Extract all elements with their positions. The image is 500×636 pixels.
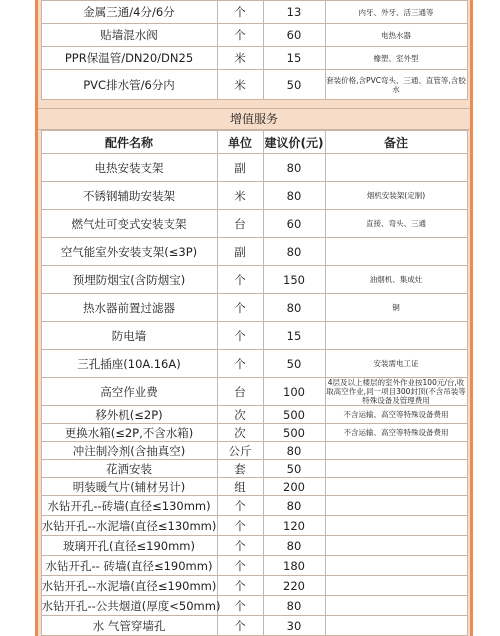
cell-remark — [325, 556, 467, 576]
cell-price: 150 — [263, 266, 325, 294]
cell-name: PVC排水管/6分内 — [41, 70, 217, 100]
table-row — [41, 322, 467, 350]
table-row — [41, 182, 467, 210]
cell-name: 水钻开孔-- 砖墙(直径≤190mm) — [41, 556, 217, 576]
cell-price: 500 — [263, 424, 325, 442]
cell-name: 更换水箱(≤2P,不含水箱) — [41, 424, 217, 442]
cell-price: 60 — [263, 24, 325, 47]
section-title: 增值服务 — [38, 108, 470, 130]
cell-name: 玻璃开孔(直径≤190mm) — [41, 536, 217, 556]
cell-remark: 铜 — [325, 294, 467, 322]
cell-price: 80 — [263, 442, 325, 460]
cell-price: 180 — [263, 556, 325, 576]
cell-remark — [325, 442, 467, 460]
cell-unit: 个 — [217, 496, 263, 516]
value-added-table — [41, 130, 468, 636]
cell-remark: 烟机安装架(定制) — [325, 182, 467, 210]
cell-remark — [325, 154, 467, 182]
cell-price: 500 — [263, 406, 325, 424]
cell-price: 80 — [263, 596, 325, 616]
cell-name: 水钻开孔--砖墙(直径≤130mm) — [41, 496, 217, 516]
cell-unit: 个 — [217, 1, 263, 24]
cell-price: 80 — [263, 154, 325, 182]
cell-name: 电热安装支架 — [41, 154, 217, 182]
cell-price: 100 — [263, 378, 325, 406]
table-row — [41, 556, 467, 576]
cell-remark — [325, 616, 467, 636]
cell-unit: 米 — [217, 47, 263, 70]
table-row — [41, 516, 467, 536]
cell-unit: 个 — [217, 350, 263, 378]
table-row — [41, 496, 467, 516]
cell-price: 120 — [263, 516, 325, 536]
table-row — [41, 424, 467, 442]
table-row — [41, 154, 467, 182]
cell-remark: 油烟机、集成灶 — [325, 266, 467, 294]
cell-unit: 套 — [217, 460, 263, 478]
table-row — [41, 1, 467, 24]
table-row — [41, 596, 467, 616]
table-row — [41, 294, 467, 322]
cell-unit: 台 — [217, 210, 263, 238]
table-row — [41, 266, 467, 294]
table-row — [41, 460, 467, 478]
cell-remark — [325, 516, 467, 536]
cell-price: 30 — [263, 616, 325, 636]
cell-price: 50 — [263, 70, 325, 100]
cell-remark — [325, 576, 467, 596]
table-row — [41, 47, 467, 70]
cell-name: 金属三通/4分/6分 — [41, 1, 217, 24]
cell-price: 15 — [263, 322, 325, 350]
cell-remark: 不含运输、高空等特殊设备费用 — [325, 424, 467, 442]
cell-unit: 组 — [217, 478, 263, 496]
cell-unit: 次 — [217, 424, 263, 442]
cell-remark: 4层及以上楼层的室外作业按100元/台,收取高空作业,同一项目300封顶(不含吊装等特殊设备及管理费用 — [326, 378, 466, 405]
cell-name: 预埋防烟宝(含防烟宝) — [41, 266, 217, 294]
cell-name: 热水器前置过滤器 — [41, 294, 217, 322]
cell-unit: 副 — [217, 238, 263, 266]
cell-price: 80 — [263, 536, 325, 556]
cell-unit: 公斤 — [217, 442, 263, 460]
price-sheet — [35, 0, 473, 636]
cell-unit: 个 — [217, 24, 263, 47]
cell-name: 防电墙 — [41, 322, 217, 350]
cell-price: 80 — [263, 238, 325, 266]
cell-unit: 台 — [217, 378, 263, 406]
cell-remark: 安装需电工证 — [325, 350, 467, 378]
table-row — [41, 70, 467, 100]
cell-name: 冲注制冷剂(含抽真空) — [41, 442, 217, 460]
cell-name: 贴墙混水阀 — [41, 24, 217, 47]
cell-name: 花洒安装 — [41, 460, 217, 478]
cell-price: 60 — [263, 210, 325, 238]
cell-price: 15 — [263, 47, 325, 70]
cell-name: PPR保温管/DN20/DN25 — [41, 47, 217, 70]
table-row — [41, 576, 467, 596]
cell-remark — [325, 536, 467, 556]
cell-remark: 内牙、外牙、活三通等 — [325, 1, 467, 24]
cell-unit: 个 — [217, 294, 263, 322]
cell-remark: 直接、弯头、三通 — [325, 210, 467, 238]
table-row — [41, 378, 467, 406]
cell-name: 三孔插座(10A.16A) — [41, 350, 217, 378]
table-row — [41, 442, 467, 460]
table-row — [41, 210, 467, 238]
cell-name: 水钻开孔--水泥墙(直径≤130mm) — [41, 516, 217, 536]
cell-unit: 个 — [217, 616, 263, 636]
table-row — [41, 478, 467, 496]
cell-unit: 米 — [217, 70, 263, 100]
cell-remark — [325, 460, 467, 478]
cell-unit: 个 — [217, 576, 263, 596]
cell-unit: 个 — [217, 536, 263, 556]
cell-name: 水 气管穿墙孔 — [41, 616, 217, 636]
cell-name: 明装暖气片(辅材另计) — [41, 478, 217, 496]
cell-price: 80 — [263, 294, 325, 322]
table-row — [41, 238, 467, 266]
cell-unit: 个 — [217, 322, 263, 350]
table-row — [41, 616, 467, 636]
cell-name: 不锈钢辅助安装架 — [41, 182, 217, 210]
cell-unit: 个 — [217, 266, 263, 294]
cell-remark — [325, 596, 467, 616]
cell-name: 高空作业费 — [41, 378, 217, 406]
cell-price: 80 — [263, 496, 325, 516]
table-header-row — [41, 131, 467, 154]
header-unit: 单位 — [217, 131, 263, 154]
table-row — [41, 536, 467, 556]
cell-remark: 电热水器 — [325, 24, 467, 47]
top-price-table — [41, 0, 468, 100]
cell-unit: 米 — [217, 182, 263, 210]
cell-name: 空气能室外安装支架(≤3P) — [41, 238, 217, 266]
cell-unit: 个 — [217, 516, 263, 536]
cell-price: 50 — [263, 350, 325, 378]
cell-remark — [325, 322, 467, 350]
header-name: 配件名称 — [41, 131, 217, 154]
cell-remark — [325, 496, 467, 516]
cell-unit: 副 — [217, 154, 263, 182]
table-row — [41, 350, 467, 378]
cell-unit: 个 — [217, 596, 263, 616]
table-row — [41, 24, 467, 47]
cell-remark — [325, 238, 467, 266]
cell-price: 220 — [263, 576, 325, 596]
cell-unit: 次 — [217, 406, 263, 424]
cell-name: 水钻开孔--公共烟道(厚度<50mm) — [41, 596, 217, 616]
cell-name: 移外机(≤2P) — [41, 406, 217, 424]
cell-price: 50 — [263, 460, 325, 478]
cell-price: 13 — [263, 1, 325, 24]
section-gap — [38, 100, 470, 108]
cell-remark — [325, 478, 467, 496]
cell-price: 200 — [263, 478, 325, 496]
table-row — [41, 406, 467, 424]
header-remark: 备注 — [325, 131, 467, 154]
cell-price: 80 — [263, 182, 325, 210]
cell-remark: 橡塑、室外型 — [325, 47, 467, 70]
cell-remark: 不含运输、高空等特殊设备费用 — [325, 406, 467, 424]
cell-name: 燃气灶可变式安装支架 — [41, 210, 217, 238]
header-price: 建议价(元) — [263, 131, 325, 154]
cell-remark: 套装价格,含PVC弯头、三通、直管等,含胶水 — [325, 70, 467, 100]
cell-name: 水钻开孔--水泥墙(直径≤190mm) — [41, 576, 217, 596]
cell-unit: 个 — [217, 556, 263, 576]
